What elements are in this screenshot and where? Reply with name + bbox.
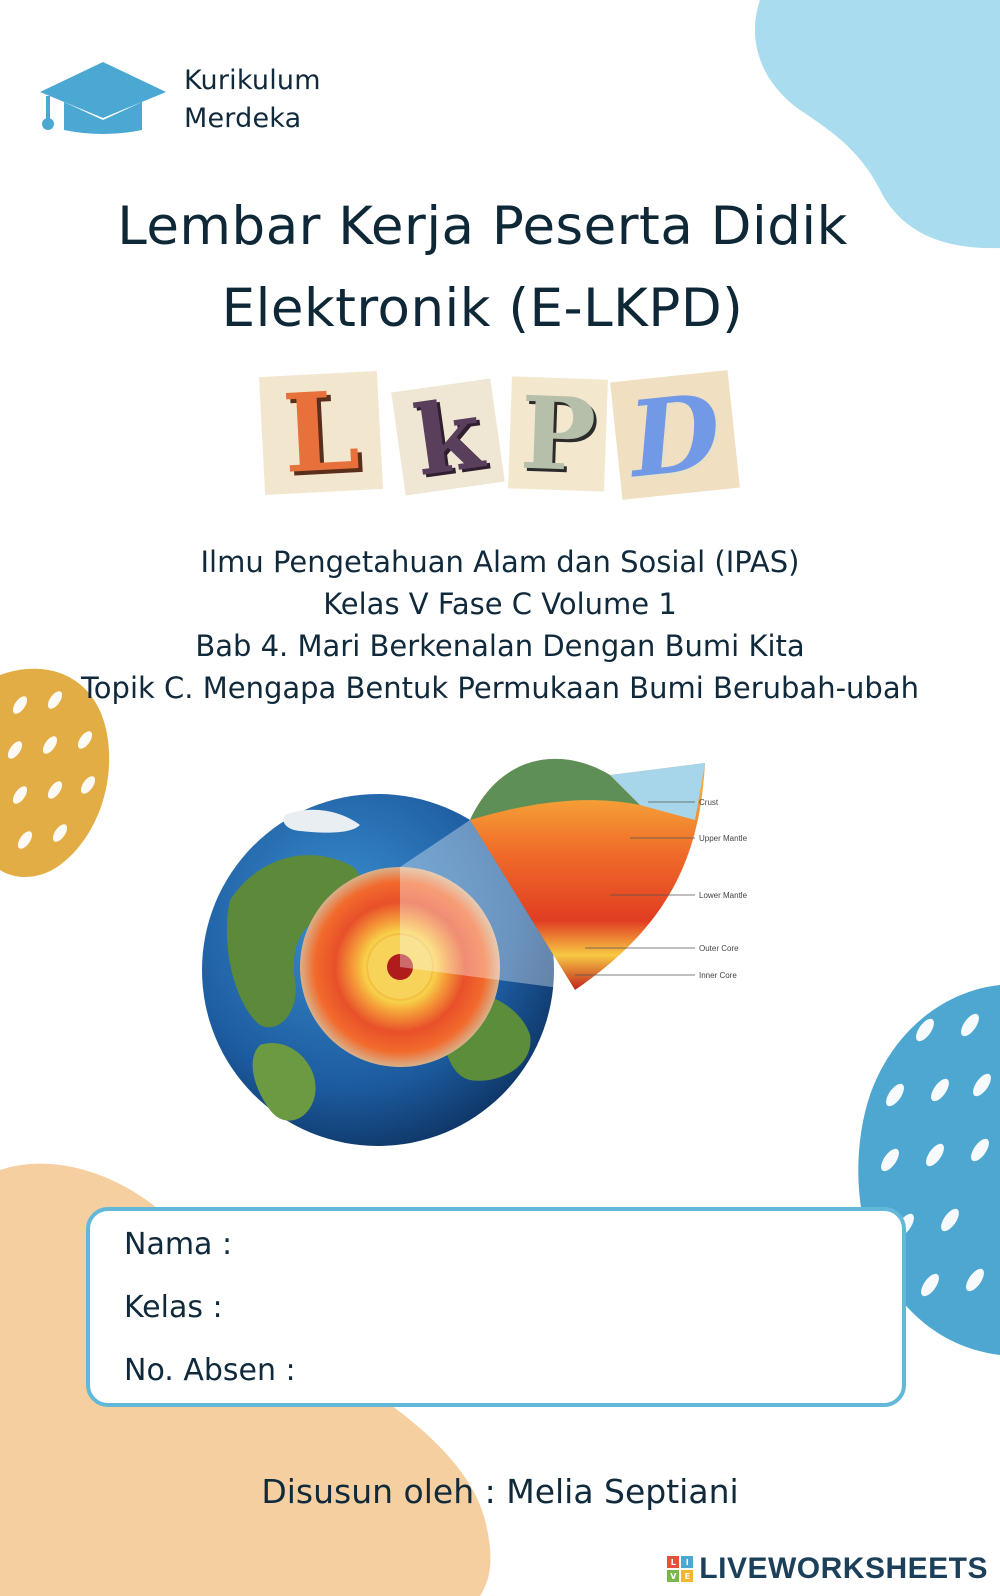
field-no-absen[interactable]: No. Absen : — [124, 1353, 296, 1388]
lkpd-letter-l: L — [259, 371, 383, 495]
liveworksheets-text: LIVEWORKSHEETS — [699, 1552, 988, 1585]
logo-line1: Kurikulum — [184, 65, 321, 96]
subtitle-topic: Topik C. Mengapa Bentuk Permukaan Bumi Berubah-ubah — [81, 671, 919, 705]
lkpd-letter-k: k — [391, 379, 505, 496]
field-nama[interactable]: Nama : — [124, 1227, 233, 1262]
logo-line2: Merdeka — [184, 103, 302, 134]
earth-layers-illustration — [200, 735, 780, 1175]
label-outer-core: Outer Core — [699, 944, 739, 953]
label-lower-mantle: Lower Mantle — [699, 891, 748, 900]
graduation-cap-icon — [38, 60, 168, 140]
lkpd-letter-d: D — [610, 370, 740, 500]
label-crust: Crust — [699, 798, 719, 807]
title-line1: Lembar Kerja Peserta Didik — [117, 196, 848, 257]
lkpd-letter-p: P — [508, 376, 608, 491]
subtitle-chapter: Bab 4. Mari Berkenalan Dengan Bumi Kita — [195, 629, 805, 663]
student-info-box — [86, 1207, 906, 1407]
label-inner-core: Inner Core — [699, 971, 737, 980]
logo-text — [184, 62, 321, 138]
subtitle-class: Kelas V Fase C Volume 1 — [323, 587, 677, 621]
liveworksheets-brand — [667, 1552, 988, 1586]
field-kelas[interactable]: Kelas : — [124, 1290, 223, 1325]
subtitle-subject: Ilmu Pengetahuan Alam dan Sosial (IPAS) — [200, 545, 800, 579]
title-line2: Elektronik (E-LKPD) — [221, 278, 744, 339]
label-upper-mantle: Upper Mantle — [699, 834, 748, 843]
subtitle-block — [0, 541, 1000, 709]
author-credit: Disusun oleh : Melia Septiani — [261, 1472, 739, 1511]
liveworksheets-logo-icon: L I V E — [667, 1556, 693, 1582]
page-title — [0, 186, 965, 350]
